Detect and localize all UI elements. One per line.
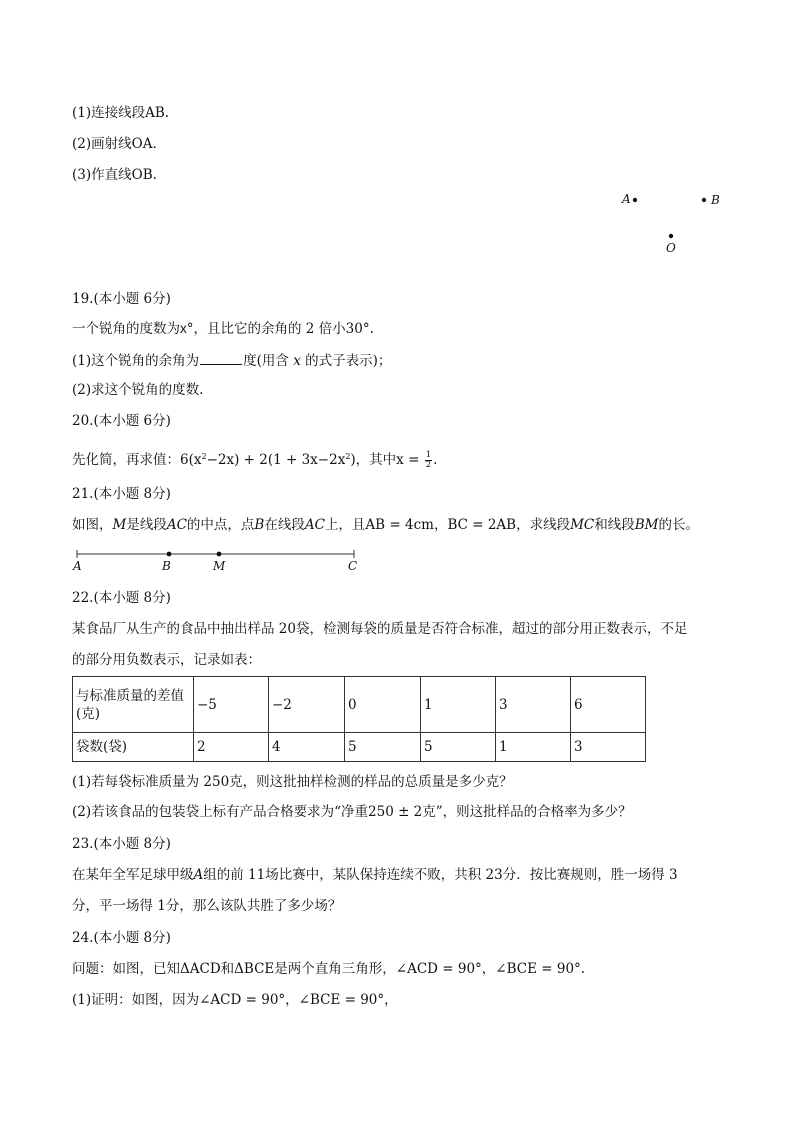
q19-p1-pre: (1)这个锐角的余角为: [72, 353, 200, 369]
table-cell: 3: [496, 677, 571, 733]
table-row-count: [73, 733, 646, 762]
table-cell: 3: [571, 733, 646, 762]
table-header-line-2: (克): [76, 705, 101, 722]
table-cell: 0: [345, 677, 421, 733]
q21-header: 21.(本小题 8分): [72, 486, 171, 502]
q19-p1-post: 的式子表示)；: [300, 353, 392, 369]
table-cell: −2: [269, 677, 345, 733]
q23-line-2: 分，平一场得 1分，那么该队共胜了多少场？: [72, 898, 342, 914]
q20-text-pre: 先化简，再求值：6(x: [72, 452, 202, 468]
point-a: [633, 198, 637, 202]
q21-stem: [72, 516, 699, 534]
table-cell: 5: [421, 733, 496, 762]
q23-l1-post: 组的前 11场比赛中，某队保持连续不败，共积 23分．按比赛规则，胜一场得 3: [203, 867, 678, 883]
q24-header: 24.(本小题 8分): [72, 930, 171, 946]
q18-item-3: (3)作直线OB.: [72, 167, 157, 183]
table-cell: 2: [194, 733, 269, 762]
q20-exp-2: 2: [345, 452, 351, 461]
q24-line-1: 问题：如图，已知ΔACD和ΔBCE是两个直角三角形，∠ACD = 90°，∠BCE = 90°.: [72, 961, 586, 977]
point-a-label: A: [622, 192, 631, 206]
q20-exp-1: 2: [201, 452, 207, 461]
table-cell: 1: [496, 733, 571, 762]
q23-line-1: [72, 866, 678, 884]
q19-p1-var: x: [293, 353, 301, 369]
q20-frac-num: 1: [425, 450, 432, 460]
q22-part-1: (1)若每袋标准质量为 250克，则这批抽样检测的样品的总质量是多少克？: [72, 774, 513, 790]
q20-text-mid2: )，其中x =: [350, 452, 424, 468]
q21-var-mc: MC: [570, 517, 595, 533]
table-cell: 6: [571, 677, 646, 733]
q18-points-figure: [600, 185, 740, 260]
point-b-dot: [167, 552, 172, 557]
segment-label-c: C: [348, 559, 358, 573]
q21-t6: 和线段: [594, 517, 635, 533]
q22-line-2: 的部分用负数表示，记录如表：: [72, 652, 261, 668]
q20-text-end: .: [433, 452, 438, 468]
q21-segment-figure: [70, 544, 370, 576]
point-b-label: B: [711, 193, 720, 207]
q19-stem-var: x: [180, 321, 187, 336]
q22-part-2: (2)若该食品的包装袋上标有产品合格要求为“净重250 ± 2克”，则这批样品的合格率为多少？: [72, 804, 632, 820]
point-o: [669, 234, 673, 238]
q19-answer-blank: [200, 351, 242, 365]
point-m-dot: [217, 552, 222, 557]
q19-stem-post: °，且比它的余角的 2 倍小30°.: [186, 321, 374, 337]
q21-var-ac-2: AC: [304, 517, 325, 533]
table-header-difference: [73, 677, 194, 733]
segment-label-m: M: [213, 559, 226, 573]
q21-t3: 的中点，点: [186, 517, 255, 533]
q19-p1-mid: 度(用含: [243, 353, 294, 369]
point-o-label: O: [666, 241, 676, 255]
q22-header: 22.(本小题 8分): [72, 590, 171, 606]
q21-t7: 的长。: [658, 517, 700, 533]
table-header-line-1: 与标准质量的差值: [76, 687, 184, 704]
q21-var-ac: AC: [166, 517, 187, 533]
q21-t1: 如图，: [72, 517, 113, 533]
q22-line-1: 某食品厂从生产的食品中抽出样品 20袋，检测每袋的质量是否符合标准，超过的部分用正数表示，不足: [72, 621, 688, 637]
q19-part-1: [72, 351, 391, 370]
q19-header: 19.(本小题 6分): [72, 291, 171, 307]
q19-part-2: (2)求这个锐角的度数.: [72, 382, 204, 398]
q23-l1-var: A: [193, 867, 204, 883]
segment-label-a: A: [73, 559, 82, 573]
q21-t5: 上，且AB = 4cm，BC = 2AB，求线段: [324, 517, 571, 533]
q20-expression: [72, 448, 437, 470]
q21-var-m: M: [112, 517, 127, 533]
table-header-count: 袋数(袋): [73, 733, 194, 762]
q21-var-bm: BM: [634, 517, 659, 533]
q20-fraction: [425, 451, 432, 470]
table-cell: 1: [421, 677, 496, 733]
q23-header: 23.(本小题 8分): [72, 836, 171, 852]
q21-t4: 在线段: [264, 517, 305, 533]
q21-t2: 是线段: [126, 517, 167, 533]
q22-data-table: [72, 676, 646, 762]
q20-header: 20.(本小题 6分): [72, 413, 171, 429]
table-cell: 4: [269, 733, 345, 762]
q24-line-2: (1)证明：如图，因为∠ACD = 90°，∠BCE = 90°，: [72, 992, 398, 1008]
q21-var-b: B: [254, 517, 265, 533]
q20-frac-den: 2: [425, 460, 432, 470]
q19-stem: [72, 320, 374, 338]
q18-item-1: (1)连接线段AB.: [72, 105, 170, 121]
q18-item-2: (2)画射线OA.: [72, 136, 157, 152]
table-row-difference: [73, 677, 646, 733]
table-cell: −5: [194, 677, 269, 733]
q23-l1-pre: 在某年全军足球甲级: [72, 867, 194, 883]
point-b: [702, 198, 706, 202]
table-cell: 5: [345, 733, 421, 762]
segment-label-b: B: [162, 559, 171, 573]
q20-text-mid1: −2x) + 2(1 + 3x−2x: [206, 452, 346, 468]
q19-stem-pre: 一个锐角的度数为: [72, 321, 180, 337]
